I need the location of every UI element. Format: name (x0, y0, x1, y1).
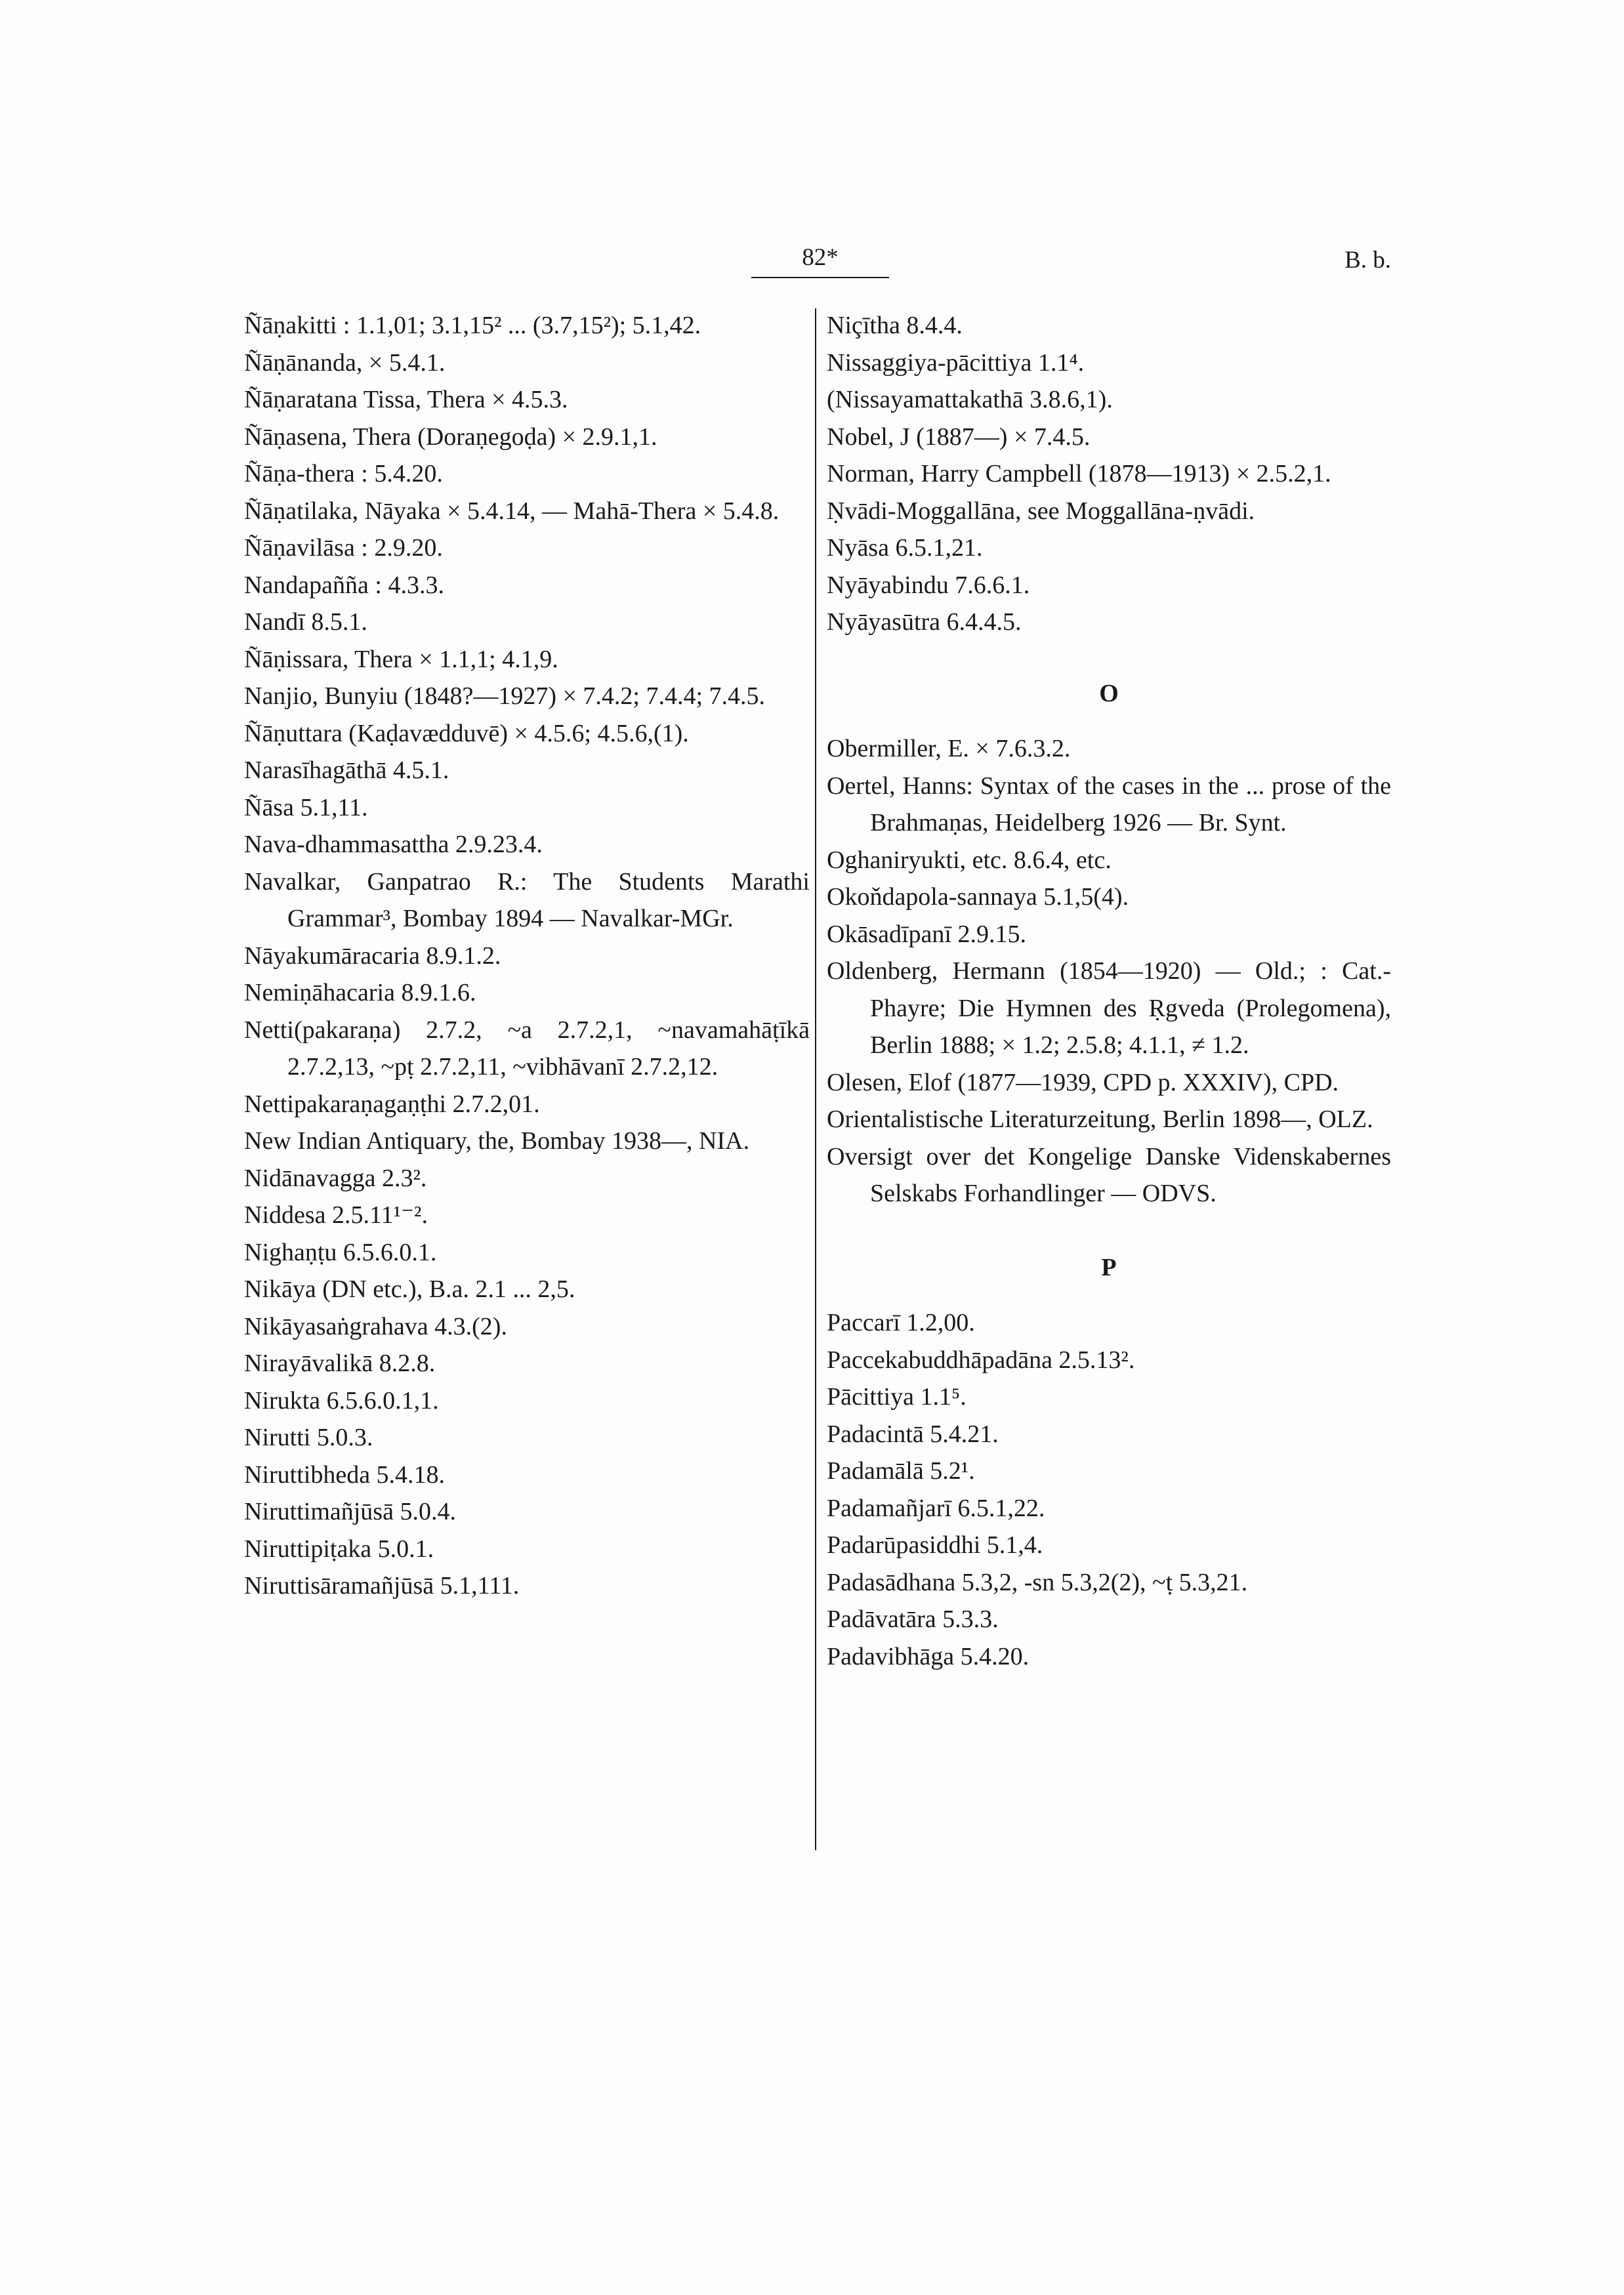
index-entry: Pācittiya 1.1⁵. (827, 1383, 967, 1411)
index-entry: Nobel, J (1887—) × 7.4.5. (827, 423, 1091, 451)
index-entry: Nanjio, Bunyiu (1848?—1927) × 7.4.2; 7.4.4; 7.4.5. (244, 682, 766, 710)
index-entry: Nissaggiya-pācittiya 1.1⁴. (827, 348, 1085, 377)
index-entry: Ñāṇakitti : 1.1,01; 3.1,15² ... (3.7,15²); 5.1,42. (244, 312, 701, 339)
left-column (244, 307, 810, 1605)
page-number: 82* (751, 243, 889, 278)
index-entry: New Indian Antiquary, the, Bombay 1938—, NIA. (244, 1127, 750, 1155)
index-entry: Padamañjarī 6.5.1,22. (827, 1494, 1045, 1522)
index-entry: Padamālā 5.2¹. (827, 1457, 975, 1485)
index-entry: Norman, Harry Campbell (1878—1913) × 2.5.2,1. (827, 460, 1331, 487)
index-entry: Ñāṇa-thera : 5.4.20. (244, 460, 443, 487)
section-label: B. b. (1344, 247, 1391, 274)
index-entry: Nettipakaraṇagaṇṭhi 2.7.2,01. (244, 1090, 540, 1118)
index-entry: Okoňdapola-sannaya 5.1,5(4). (827, 883, 1129, 911)
index-entry: Oghaniryukti, etc. 8.6.4, etc. (827, 846, 1112, 874)
index-entry: Nikāyasaṅgrahava 4.3.(2). (244, 1312, 507, 1340)
letter-heading-p: P (1101, 1253, 1117, 1281)
index-entry: Oldenberg, Hermann (1854—1920) — Old.; : Cat.-Phayre; Die Hymnen des Ṛgveda (Prolegomena), Berlin 1888; × 1.2; 2.5.8; 4.1.1, ≠ 1.2. (827, 957, 1391, 1059)
index-entry: Ṇvādi-Moggallāna, see Moggallāna-ṇvādi. (827, 497, 1255, 525)
index-entry: Nyāyabindu 7.6.6.1. (827, 571, 1030, 599)
index-entry: Oversigt over det Kongelige Danske Videnskabernes Selskabs Forhandlinger — ODVS. (827, 1142, 1391, 1207)
index-entry: Olesen, Elof (1877—1939, CPD p. XXXIV), CPD. (827, 1068, 1339, 1096)
right-column (827, 307, 1391, 1675)
index-entry: Navalkar, Ganpatrao R.: The Students Marathi Grammar³, Bombay 1894 — Navalkar-MGr. (244, 867, 810, 932)
index-entry: Nandī 8.5.1. (244, 608, 367, 636)
index-entry: Padarūpasiddhi 5.1,4. (827, 1531, 1043, 1559)
index-entry: Niruttimañjūsā 5.0.4. (244, 1498, 456, 1525)
index-entry: Nāyakumāracaria 8.9.1.2. (244, 941, 501, 970)
index-entry: Padavibhāga 5.4.20. (827, 1642, 1030, 1670)
index-entry: Ñāṇaratana Tissa, Thera × 4.5.3. (244, 386, 568, 413)
index-entry: Niçītha 8.4.4. (827, 312, 963, 339)
index-entry: Ñāṇatilaka, Nāyaka × 5.4.14, — Mahā-Thera × 5.4.8. (244, 497, 780, 525)
index-entry: Ñāṇavilāsa : 2.9.20. (244, 534, 443, 562)
index-entry: Ñāṇasena, Thera (Doraṇegoḍa) × 2.9.1,1. (244, 423, 657, 451)
index-entry: Nyāsa 6.5.1,21. (827, 534, 983, 562)
index-entry: Obermiller, E. × 7.6.3.2. (827, 735, 1071, 762)
index-entry: Nemiṇāhacaria 8.9.1.6. (244, 979, 476, 1006)
index-entry: (Nissayamattakathā 3.8.6,1). (827, 386, 1113, 413)
index-entry: Nyāyasūtra 6.4.4.5. (827, 608, 1022, 636)
letter-heading-o: O (1099, 679, 1119, 707)
index-entry: Nikāya (DN etc.), B.a. 2.1 ... 2,5. (244, 1275, 575, 1303)
index-entry: Niruttisāramañjūsā 5.1,111. (244, 1572, 520, 1600)
index-entry: Padāvatāra 5.3.3. (827, 1605, 999, 1633)
index-entry: Nirayāvalikā 8.2.8. (244, 1350, 436, 1377)
index-entry: Nidānavagga 2.3². (244, 1164, 427, 1192)
column-divider (815, 308, 816, 1850)
index-entry: Ñāsa 5.1,11. (244, 793, 368, 821)
index-entry: Orientalistische Literaturzeitung, Berlin 1898—, OLZ. (827, 1106, 1373, 1133)
index-entry: Niruttibheda 5.4.18. (244, 1460, 446, 1489)
index-entry: Ñāṇuttara (Kaḍavædduvē) × 4.5.6; 4.5.6,(1). (244, 719, 689, 747)
index-entry: Nirukta 6.5.6.0.1,1. (244, 1386, 439, 1415)
index-entry: Niruttipiṭaka 5.0.1. (244, 1535, 434, 1563)
index-entry: Ñāṇānanda, × 5.4.1. (244, 348, 446, 377)
index-entry: Niddesa 2.5.11¹⁻². (244, 1201, 428, 1229)
index-entry: Nirutti 5.0.3. (244, 1424, 373, 1451)
index-entry: Nandapañña : 4.3.3. (244, 571, 444, 599)
index-entry: Netti(pakaraṇa) 2.7.2, ~a 2.7.2,1, ~navamahāṭīkā 2.7.2,13, ~pṭ 2.7.2,11, ~vibhāvanī 2.7.2,12. (244, 1016, 810, 1081)
index-entry: Nava-dhammasattha 2.9.23.4. (244, 831, 543, 858)
index-entry: Padasādhana 5.3,2, -sn 5.3,2(2), ~ṭ 5.3,21. (827, 1568, 1248, 1596)
index-entry: Paccekabuddhāpadāna 2.5.13². (827, 1346, 1135, 1374)
index-entry: Nighaṇṭu 6.5.6.0.1. (244, 1238, 437, 1266)
index-entry: Ñāṇissara, Thera × 1.1,1; 4.1,9. (244, 645, 558, 673)
index-entry: Okāsadīpanī 2.9.15. (827, 920, 1026, 948)
index-entry: Paccarī 1.2,00. (827, 1309, 975, 1336)
index-entry: Oertel, Hanns: Syntax of the cases in the ... prose of the Brahmaṇas, Heidelberg 1926 — Br. Synt. (827, 772, 1391, 837)
index-entry: Narasīhagāthā 4.5.1. (244, 756, 449, 784)
index-entry: Padacintā 5.4.21. (827, 1420, 999, 1448)
